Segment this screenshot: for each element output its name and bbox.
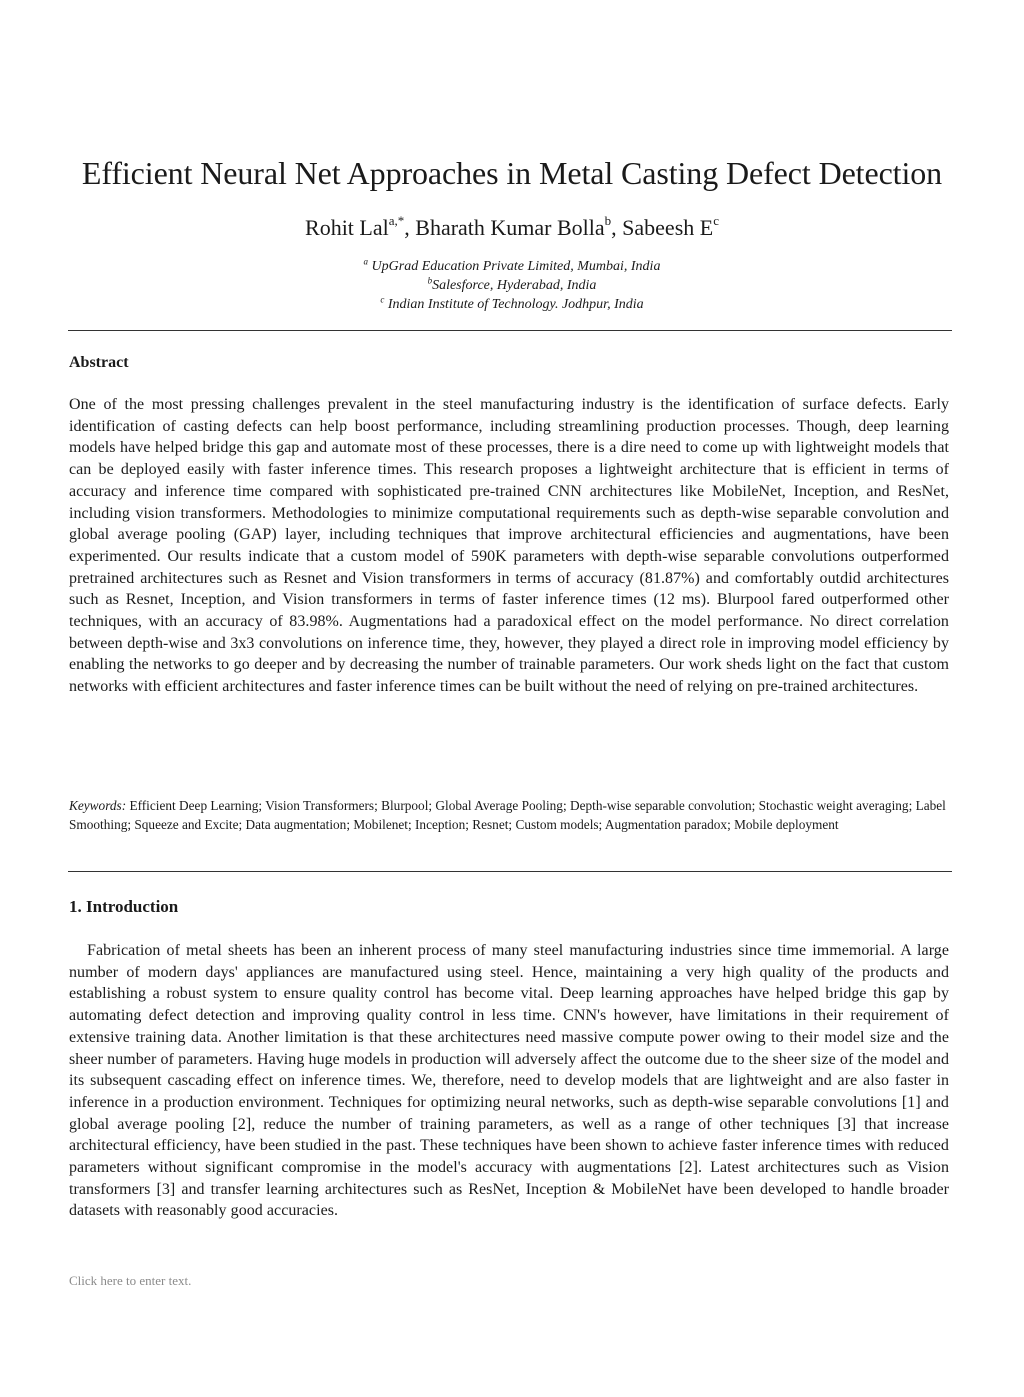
author-affil-marker: a,* bbox=[388, 212, 405, 228]
author-affil-marker: b bbox=[604, 212, 612, 228]
author-line bbox=[0, 212, 1024, 244]
affiliation-marker: c bbox=[380, 294, 385, 305]
introduction-heading: 1. Introduction bbox=[69, 897, 179, 916]
abstract-heading: Abstract bbox=[69, 354, 129, 371]
keywords-text: Efficient Deep Learning; Vision Transformers; Blurpool; Global Average Pooling; Depth-wise separable convolution; Stochastic weight averaging; Label Smoothing; Squeeze and Excite; Data augmentation; Mobilenet; Inception; Resnet; Custom models; Augmentation paradox; Mobile deployment bbox=[69, 798, 946, 832]
paper-title: Efficient Neural Net Approaches in Metal Casting Defect Detection bbox=[81, 155, 943, 191]
abstract-text: One of the most pressing challenges prevalent in the steel manufacturing industry is the identification of surface defects. Early identification of casting defects can help boost performance, including streamlining production processes. Though, deep learning models have helped bridge this gap and automate most of these processes, there is a dire need to come up with lightweight models that can be deployed easily with faster inference times. This research proposes a lightweight architecture that is efficient in terms of accuracy and inference time compared with sophisticated pre-trained CNN architectures like MobileNet, Inception, and ResNet, including vision transformers. Methodologies to minimize computational requirements such as depth-wise separable convolution and global average pooling (GAP) layer, including techniques that improve architectural efficiencies and augmentations, have been experimented. Our results indicate that a custom model of 590K parameters with depth-wise separable convolutions outperformed pretrained architectures such as Resnet and Vision transformers in terms of accuracy (81.87%) and comfortably outdid architectures such as Resnet, Inception, and Vision transformers in terms of faster inference times (12 ms). Blurpool fared outperformed other techniques, with an accuracy of 83.98%. Augmentations had a paradoxical effect on the model performance. No direct correlation between depth-wise and 3x3 convolutions on inference time, they, however, they played a direct role in improving model efficiency by enabling the networks to go deeper and by decreasing the number of trainable parameters. Our work sheds light on the fact that custom networks with efficient architectures and faster inference times can be built without the need of relying on pre-trained architectures. bbox=[69, 396, 949, 696]
affiliation-line bbox=[0, 257, 1024, 276]
author-affil-marker: c bbox=[713, 212, 719, 228]
keywords-label: Keywords: bbox=[69, 798, 127, 813]
affiliation-text: UpGrad Education Private Limited, Mumbai, India bbox=[368, 259, 661, 274]
footer-placeholder[interactable]: Click here to enter text. bbox=[69, 1273, 192, 1288]
affiliation-text: Indian Institute of Technology. Jodhpur, India bbox=[384, 297, 644, 312]
author-name: Bharath Kumar Bolla bbox=[415, 215, 605, 240]
affiliation-marker: a bbox=[363, 256, 369, 267]
introduction-text: Fabrication of metal sheets has been an inherent process of many steel manufacturing industries since time immemorial. A large number of modern days' appliances are manufactured using steel. Hence, maintaining a very high quality of the products and establishing a robust system to ensure quality control has become vital. Deep learning approaches have helped bridge this gap by automating defect detection and improving quality control in less time. CNN's however, have limitations in their requirement of extensive training data. Another limitation is that these architectures need massive compute power owing to their model size and the sheer number of parameters. Having huge models in production will adversely affect the outcome due to the sheer size of the model and its subsequent cascading effect on inference times. We, therefore, need to develop models that are lightweight and are also faster in inference in a production environment. Techniques for optimizing neural networks, such as depth-wise separable convolutions [1] and global average pooling [2], reduce the number of training parameters, as well as a range of other techniques [3] that increase architectural efficiency, have been studied in the past. These techniques have been shown to achieve faster inference times with reduced parameters without significant compromise in the model's accuracy with augmentations [2]. Latest architectures such as Vision transformers [3] and transfer learning architectures such as ResNet, Inception & MobileNet have been developed to handle broader datasets with reasonably good accuracies. bbox=[69, 942, 949, 1220]
affiliation-line bbox=[0, 276, 1024, 295]
affiliation-line bbox=[0, 295, 1024, 314]
keywords-divider bbox=[68, 871, 952, 872]
author-separator: , bbox=[404, 215, 416, 240]
affiliations bbox=[0, 257, 1024, 314]
keywords-block bbox=[69, 796, 949, 834]
affiliation-marker: b bbox=[427, 275, 433, 286]
author-separator: , bbox=[611, 215, 623, 240]
header-divider bbox=[68, 330, 952, 331]
author-name: Rohit Lal bbox=[305, 215, 389, 240]
author-name: Sabeesh E bbox=[622, 215, 714, 240]
affiliation-text: Salesforce, Hyderabad, India bbox=[432, 278, 597, 293]
